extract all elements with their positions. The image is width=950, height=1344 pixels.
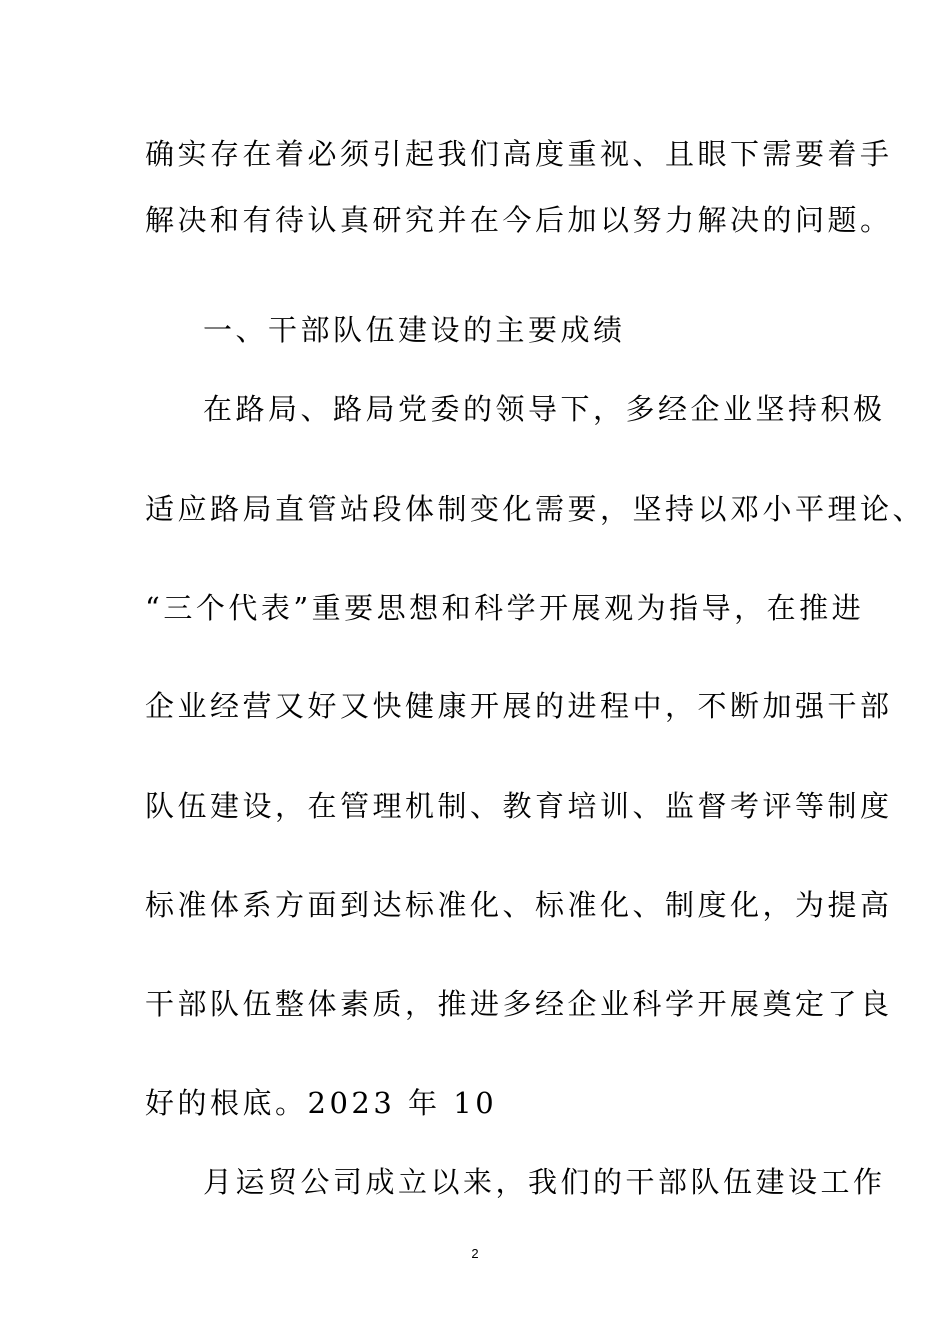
paragraph-second-line: 月运贸公司成立以来，我们的干部队伍建设工作 (203, 1165, 886, 1199)
text-line-1: 确实存在着必须引起我们高度重视、且眼下需要着手 (145, 137, 893, 171)
section-heading: 一、干部队伍建设的主要成绩 (203, 313, 626, 347)
text-line-11: 好的根底。2023 年 10 (145, 1086, 498, 1120)
text-line-8: 队伍建设，在管理机制、教育培训、监督考评等制度 (145, 789, 893, 823)
text-line-5: 适应路局直管站段体制变化需要，坚持以邓小平理论、 (145, 492, 926, 526)
text-line-9: 标准体系方面到达标准化、标准化、制度化，为提高 (145, 888, 893, 922)
text-line-6: “三个代表”重要思想和科学开展观为指导，在推进 (145, 591, 865, 625)
text-line-2: 解决和有待认真研究并在今后加以努力解决的问题。 (145, 203, 893, 237)
page-number: 2 (471, 1246, 479, 1261)
paragraph-first-line: 在路局、路局党委的领导下，多经企业坚持积极 (203, 392, 886, 426)
text-line-7: 企业经营又好又快健康开展的进程中，不断加强干部 (145, 689, 893, 723)
text-line-10: 干部队伍整体素质，推进多经企业科学开展奠定了良 (145, 987, 893, 1021)
